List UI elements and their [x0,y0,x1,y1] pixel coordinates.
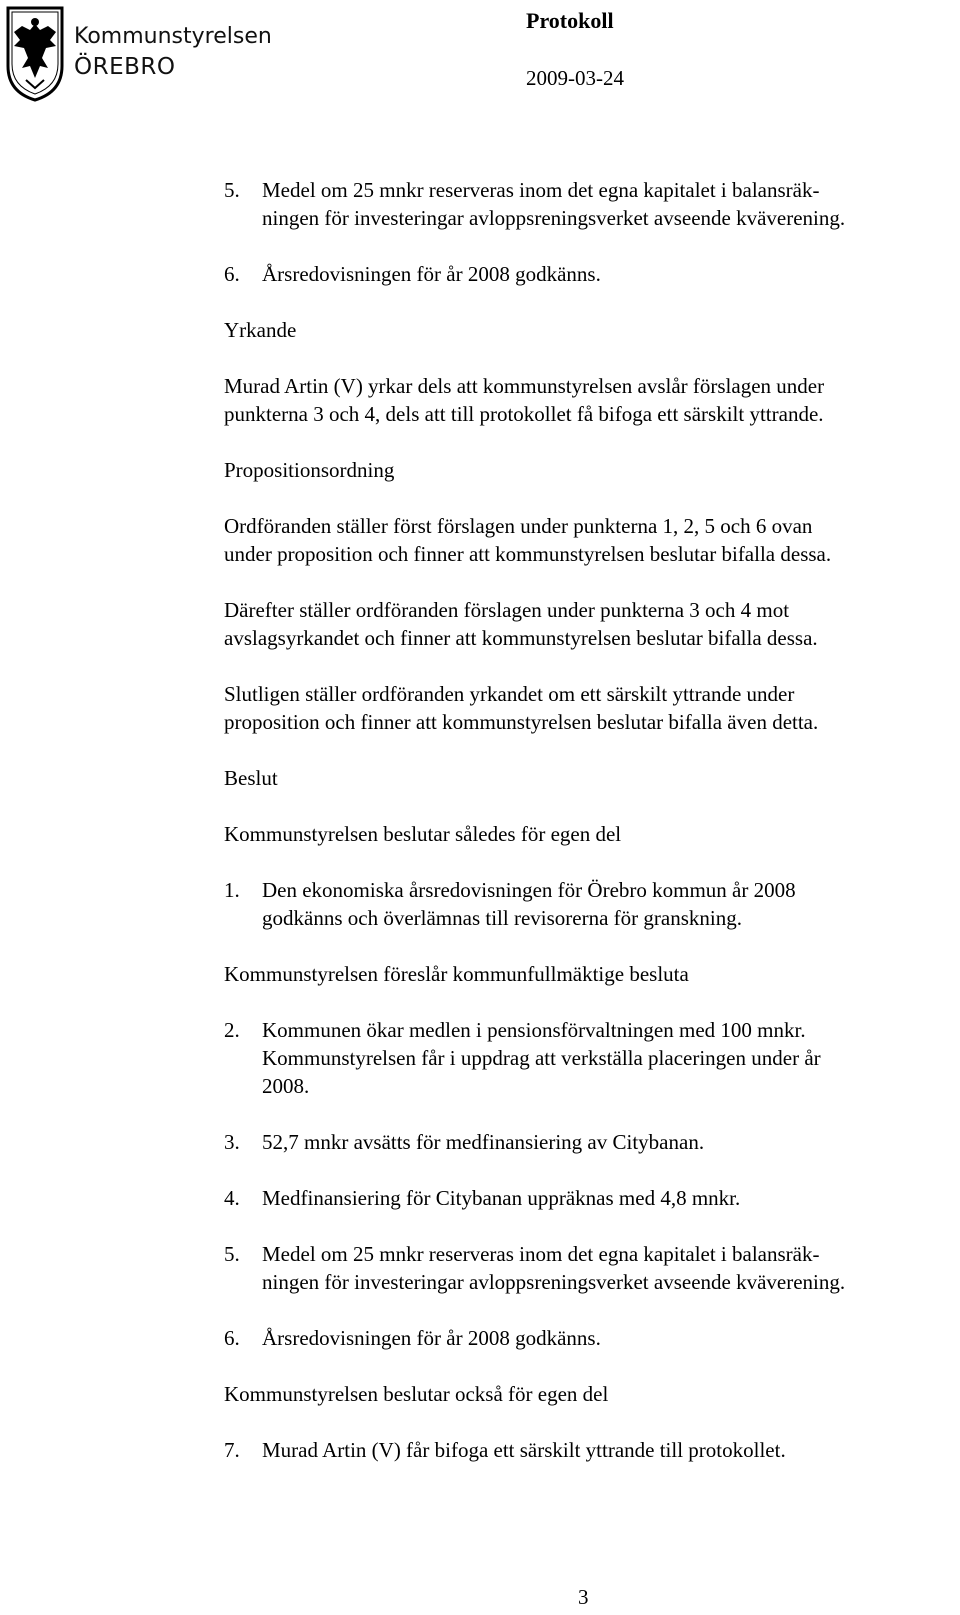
paragraph: Därefter ställer ordföranden förslagen under punkterna 3 och 4 mot avslagsyrkandet och finner att kommunstyrelsen beslutar bifalla dessa. [224,598,818,650]
paragraph: Ordföranden ställer först förslagen under punkterna 1, 2, 5 och 6 ovan under proposition och finner att kommunstyrelsen beslutar bifalla dessa. [224,514,832,566]
section-heading-beslut: Beslut [224,766,278,790]
page-number: 3 [578,1585,589,1609]
paragraph: Murad Artin (V) yrkar dels att kommunstyrelsen avslår förslagen under punkterna 3 och 4, dels att till protokollet få bifoga ett särskilt yttrande. [224,374,825,426]
document-date: 2009-03-24 [526,66,624,90]
paragraph: Kommunstyrelsen föreslår kommunfullmäktige besluta [224,962,689,986]
document-type: Protokoll [526,8,614,33]
list-item: 6. Årsredovisningen för år 2008 godkänns. [224,262,601,286]
list-item: 5. Medel om 25 mnkr reserveras inom det egna kapitalet i balansräk- ningen för investeringar avloppsreningsverket avseende kväverening. [224,178,846,230]
kommunstyrelsen-orebro-logo [4,4,304,104]
logo-line-kommunstyrelsen: Kommunstyrelsen [74,24,272,49]
coat-of-arms-icon [4,6,66,102]
paragraph: Slutligen ställer ordföranden yrkandet om ett särskilt yttrande under proposition och finner att kommunstyrelsen beslutar bifalla även detta. [224,682,819,734]
section-heading-yrkande: Yrkande [224,318,297,342]
logo-line-orebro: ÖREBRO [74,54,176,80]
list-item: 6. Årsredovisningen för år 2008 godkänns. [224,1326,601,1350]
protocol-body [224,176,944,1464]
list-item: 1. Den ekonomiska årsredovisningen för Örebro kommun år 2008 godkänns och överlämnas till revisorerna för granskning. [224,878,796,930]
list-item: 4. Medfinansiering för Citybanan uppräknas med 4,8 mnkr. [224,1186,741,1210]
paragraph: Kommunstyrelsen beslutar således för egen del [224,822,622,846]
paragraph: Kommunstyrelsen beslutar också för egen del [224,1382,609,1406]
list-item: 2. Kommunen ökar medlen i pensionsförvaltningen med 100 mnkr. Kommunstyrelsen får i uppdrag att verkställa placeringen under år 2008. [224,1018,821,1098]
section-heading-propositionsordning: Propositionsordning [224,458,395,482]
list-item: 3. 52,7 mnkr avsätts för medfinansiering av Citybanan. [224,1130,705,1154]
list-item: 7. Murad Artin (V) får bifoga ett särskilt yttrande till protokollet. [224,1438,786,1462]
list-item: 5. Medel om 25 mnkr reserveras inom det egna kapitalet i balansräk- ningen för investeringar avloppsreningsverket avseende kväverening. [224,1242,846,1294]
